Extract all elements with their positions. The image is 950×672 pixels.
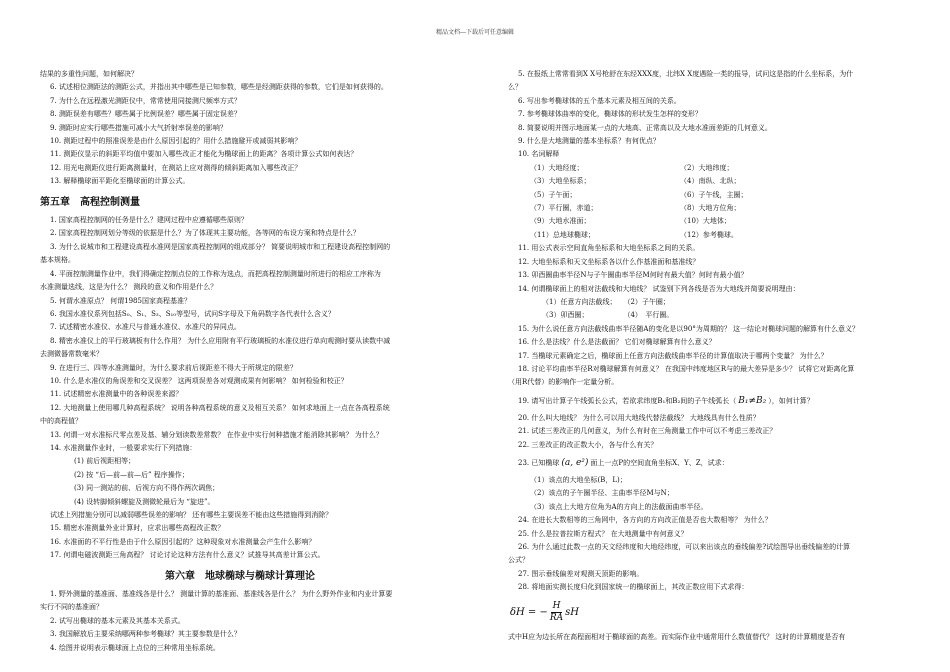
question-line: 10. 测距过程中的照准误差是由什么原因引起的？用什么措施避开或减弱其影响？ [50, 137, 302, 146]
question-line: 24. 在进长大数相等的三角网中，各方向的方向改正值是否也大数相等？ 为什么？ [518, 516, 772, 525]
q23-suffix: 面上一点P的空间直角坐标X、Y、Z，试求： [590, 458, 729, 467]
question-line: 8. 精密水准仪上的平行玻璃板有什么作用？ 为什么应用附有平行玻璃板的水准仪进行单向观测时要从读数中减 [50, 336, 391, 345]
chapter-5-title: 第五章 高程控制测量 [40, 196, 140, 208]
question-line: 去测微器常数毫米？ [40, 350, 103, 359]
left-column [40, 68, 440, 655]
q23-prefix: 23. 已知椭球 [518, 458, 560, 467]
term-row [508, 215, 913, 228]
question-line: 6. 我国水准仪系列包括S₀、S₁、S₃、S₁₀等型号，试问S字母及下角码数字各代表什么含义？ [50, 309, 335, 318]
question-line: 公式？ [508, 556, 529, 565]
q19-formula: B₁≠B₂ [738, 395, 767, 406]
formula-lhs: δH = − [510, 606, 548, 618]
question-line: 3. 为什么说城市和工程建设高程水准网是国家高程控制网的组成部分？ 简要说明城市和工程建设高程控制网的 [50, 242, 391, 251]
term-item: （3）大地坐标系； [530, 177, 591, 186]
question-line: 11. 测距仪显示的斜距平均值中要加入哪些改正才能化为椭球面上的距离？各项计算公式如何表达？ [50, 150, 358, 159]
sub-item: （3）卯酉圈； （4） 平行圈。 [542, 311, 674, 320]
term-item: （9）大地水准面； [530, 217, 591, 226]
question-line: 4. 绘图并说明表示椭球面上点位的三种常用坐标系统。 [50, 643, 220, 652]
question-line: 4. 平面控制测量作业中，我们得确定控制点位的工作称为选点，而把高程控制测量时所进行的相应工序称为 [50, 269, 381, 278]
question-line: 12. 大地测量上使用哪几种高程系统？ 说明各种高程系统的意义及相互关系？ 如何求地面上一点在各高程系统 [50, 403, 390, 412]
question-line: 6. 试述相位测距法的测距公式，并指出其中哪些是已知参数，哪些是经测距获得的参数，它们是如何获得的。 [50, 83, 388, 92]
question-line: 12. 用光电测距仪进行距离测量时，在测站上应对测得的倾斜距离加入哪些改正？ [50, 163, 302, 172]
question-line: 22. 三差改正的改正数大小，各与什么有关？ [518, 440, 658, 449]
term-row [508, 162, 913, 175]
term-item: （12）参考椭球。 [680, 230, 738, 239]
term-row [508, 202, 913, 215]
fraction-denominator: RA [549, 613, 564, 624]
question-line: 结果的多重性问题，如何解决？ [40, 70, 138, 78]
question-line: 26. 为什么通过此数一点的天文经纬度和大地经纬度，可以来出该点的垂线偏差?试绘图导出垂线偏差的计算 [518, 543, 851, 551]
measure-item: (3) 同一测站的前、后视方向不得作两次调焦； [74, 484, 220, 493]
question-line: 12. 大地坐标系和天文坐标系各以什么作基准面和基准线？ [518, 257, 700, 266]
term-item: （4）南纵、北纵； [680, 177, 741, 186]
sub-item: （3）该点上大地方位角为A的方向上的法截面曲率半径。 [530, 502, 708, 511]
term-item: （5）子午面； [530, 190, 577, 199]
question-line: 10. 名词解释 [518, 150, 560, 159]
q23-formula: (a, e²) [561, 457, 589, 468]
term-row [508, 189, 913, 202]
question-line: 7. 参考椭球体曲率的变化，椭球体的形状发生怎样的变形？ [518, 110, 702, 119]
question-line: 14. 水准测量作业时，一般要求实行下列措施： [50, 443, 197, 452]
term-item: （11）总地球椭球； [530, 230, 595, 239]
question-line: 基本规格。 [40, 256, 75, 265]
term-item: （10）大地体； [680, 217, 731, 226]
question-line: 8. 简要说明并图示地面某一点的大地高、正常高以及大地水准面差距的几何意义。 [518, 123, 772, 132]
question-line: 8. 测距误差有哪些？哪些属于比例误差？哪些属于固定误差？ [50, 110, 241, 119]
question-line: 2. 国家高程控制网划分等级的依据是什么？为了体现其主要功能，各等网的布设方案和特点是什么？ [50, 229, 360, 238]
question-23 [508, 452, 913, 474]
question-line: 17. 何谓电磁波测距三角高程？ 讨论讨论这种方法有什么意义？试推导其高差计算公式。 [50, 551, 325, 560]
question-line: 25. 什么是拉普拉斯方程式？ 在大地测量中有何意义？ [518, 529, 688, 538]
chapter-6-title: 第六章 地球椭球与椭球计算理论 [165, 570, 315, 582]
question-line: 3. 我国解放后主要采纳哪两种参考椭球？其主要参数是什么？ [50, 630, 241, 639]
question-line: 15. 精密水准测量外业计算时，应求出哪些高程改正数？ [50, 524, 225, 533]
question-line: 21. 试述三差改正的几何意义，为什么有时在三角测量工作中可以不考虑三差改正？ [518, 427, 777, 436]
question-line: 水准测量选线，这是为什么？ 测段的意义和作用是什么？ [40, 283, 218, 292]
question-line: 15. 为什么说任意方向法截线曲率半径随A的变化是以90°为周期的？ 这一结论对椭球问题的解算有什么意义？ [518, 324, 860, 333]
term-row [508, 175, 913, 188]
term-row [508, 229, 913, 242]
question-19 [508, 390, 913, 412]
measure-item: (2) 按 “后—前—前—后” 程序操作； [74, 470, 189, 479]
right-column [508, 68, 913, 644]
measure-item: (4) 设转脚倾斜螺旋及测微轮最后为 “旋进”。 [74, 497, 215, 506]
sub-item: （1）任意方向法截线； （2）子午圈； [542, 297, 670, 306]
term-item: （2）大地纬度； [680, 163, 734, 172]
question-line: 14. 何谓椭球面上的相对法截线和大地线？ 试鉴别下列各线是否为大地线并简要说明理由： [518, 284, 800, 293]
question-line: 20. 什么叫大地线？ 为什么可以用大地线代替法截线？ 大地线具有什么性质？ [518, 413, 760, 422]
question-line: 10. 什么是水准仪的角误差和交叉误差？ 这两项误差各对观测成果有何影响？ 如何检验和校正？ [50, 376, 348, 385]
question-line: 1. 野外测量的基准面、基准线各是什么？ 测量计算的基准面、基准线各是什么？ 为什么野外作业和内业计算要 [50, 590, 393, 599]
term-item: （8）大地方位角； [680, 204, 741, 213]
question-line: 5. 何谓水准原点？ 何谓1985国家高程基准？ [50, 296, 191, 305]
q19-prefix: 19. 请写出计算子午线弧长公式，若欲求纬度B₁和B₂间的子午线弧长（ [518, 396, 737, 405]
term-item: （7）平行圈，赤道； [530, 204, 598, 213]
question-line: 17. 当椭球元素确定之后，椭球面上任意方向法截线曲率半径的计算值取决于哪两个变量？ 为什么？ [518, 351, 828, 360]
question-line: 11. 试述精密水准测量中的各种误差来源？ [50, 390, 183, 399]
question-line: （用R代替）的影响作一定量分析。 [508, 378, 619, 387]
question-line: 6. 写出参考椭球体的五个基本元素及相互间的关系。 [518, 96, 681, 105]
question-line: 么？ [508, 83, 522, 92]
q19-suffix: ），如何计算？ [768, 396, 814, 405]
sub-item: （1）该点的大地坐标(B，L)； [530, 475, 627, 484]
formula-fraction [548, 601, 565, 624]
question-line: 27. 图示垂线偏差对观测天顶距的影响。 [518, 569, 644, 578]
question-line: 1. 国家高程控制网的任务是什么？建网过程中应遵循哪些原则？ [50, 216, 248, 225]
question-line: 9. 测距时应实行哪些措施可减小大气折射率误差的影响？ [50, 123, 227, 132]
page-header: 精品文档---下载后可任意编辑 [435, 29, 515, 36]
question-line: 5. 在报纸上常常看到X X号枪舒在东经XXX度，北纬X X度遇险一类的报导，试问这是指的什么坐标系，为什 [518, 70, 854, 78]
formula-rhs: sH [565, 606, 579, 618]
measure-item: (1) 前后视距相等； [74, 457, 136, 466]
question-line: 试述上列措施分别可以减弱哪些误差的影响？ 还有哪些主要误差不能由这些措施得到消除？ [50, 511, 333, 519]
question-line: 9. 什么是大地测量的基本坐标系？有何优点？ [518, 137, 660, 146]
question-line: 7. 试述精密水准仪、水准尺与普通水准仪、水准尺的异同点。 [50, 323, 241, 332]
question-line: 18. 讨论平均曲率半径R对椭球解算有何意义？ 在我国中纬度地区R与的最大差异是多少？ 试将它对距离化算 [518, 364, 855, 373]
question-line: 13. 何谓一对水准标尺零点差及基、辅分划读数差常数？ 在作业中实行何种措施才能消除其影响？ 为什么？ [50, 430, 383, 439]
term-item: （6）子午线，主圈； [680, 190, 748, 199]
question-line: 16. 什么是法线？什么是法截面？ 它们对椭球解算有什么意义？ [518, 338, 716, 347]
question-line: 13. 卯酉圈曲率半径N与子午圈曲率半径M何时有最大值？何时有最小值？ [518, 271, 748, 280]
question-line: 实行不同的基准面？ [40, 603, 103, 612]
question-line: 2. 试写出椭球的基本元素及其基本关系式。 [50, 616, 185, 625]
question-line: 16. 水准面的不平行性是由于什么原因引起的？这种现象对水准测量会产生什么影响？ [50, 537, 316, 546]
question-line: 13. 解释椭球面平距化至椭球面的计算公式。 [50, 177, 190, 186]
term-item: （1）大地经度； [530, 163, 584, 172]
fraction-numerator: H [552, 601, 561, 612]
question-line: 28. 将地面实测长度归化到国家统一的椭球面上，其改正数应用下式求得： [518, 583, 749, 592]
question-line: 11. 用公式表示空间直角坐标系和大地坐标系之间的关系。 [518, 244, 700, 253]
sub-item: （2）该点的子午圈半径、主曲率半径M与N； [530, 489, 674, 498]
question-line: 中的高程值？ [40, 417, 82, 426]
question-line: 式中H应为边长所在高程面相对于椭球面的高差。而实际作业中通常用什么数值替代？ 这时的计算精度是否有 [508, 632, 846, 641]
question-line: 7. 为什么在远程激光测距仪中，常常使用同接测尺频率方式？ [50, 96, 241, 105]
formula-28 [508, 595, 913, 631]
question-line: 9. 在进行三、四等水准测量时，为什么要求前后视距差不得大于所规定的限差？ [50, 363, 297, 372]
